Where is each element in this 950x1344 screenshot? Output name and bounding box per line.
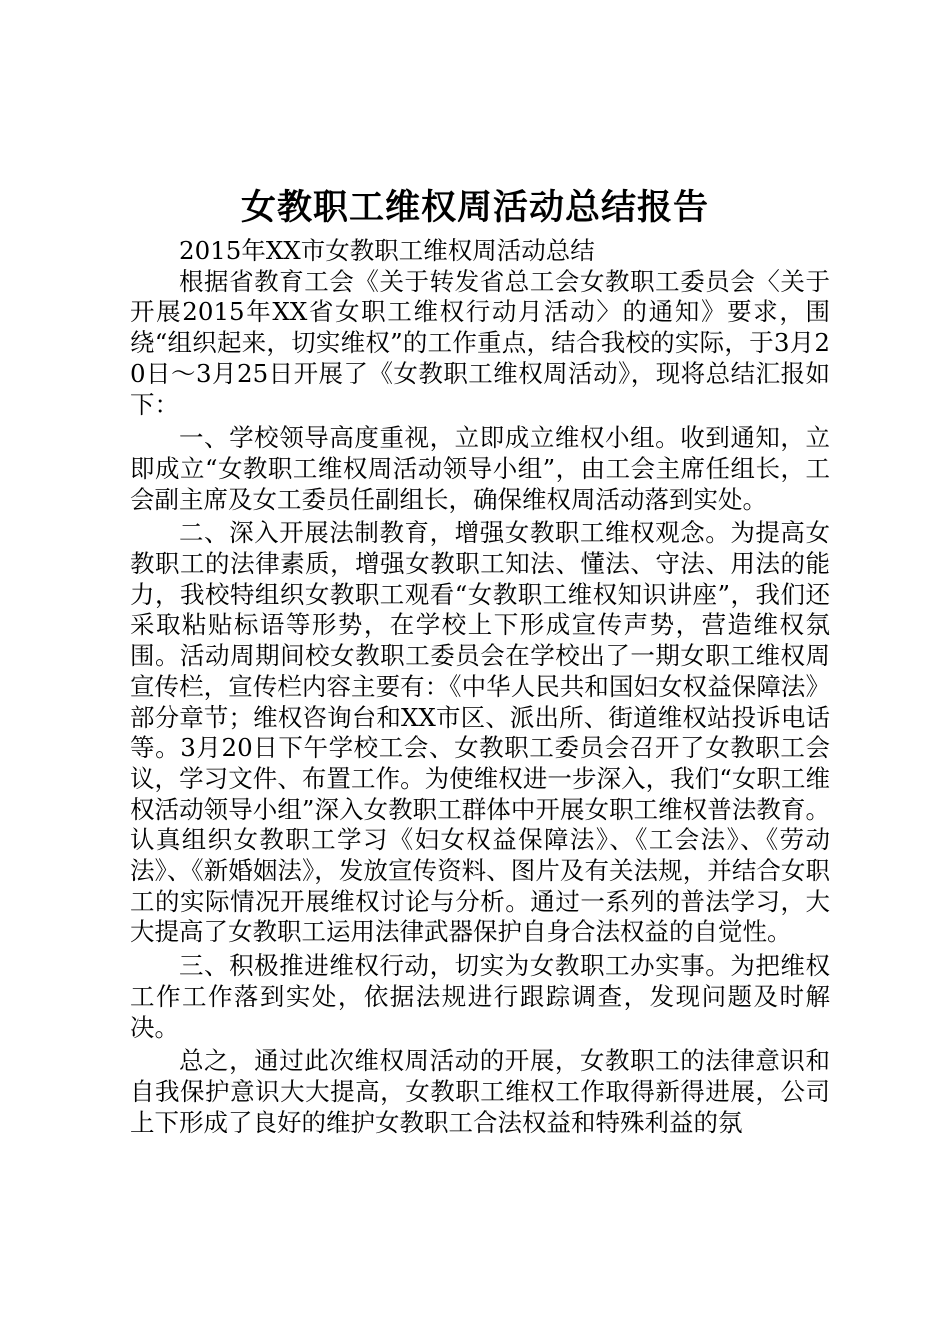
- paragraph-section-1: 一、学校领导高度重视，立即成立维权小组。收到通知，立即成立“女教职工维权周活动领导小组”，由工会主席任组长，工会副主席及女工委员任副组长，确保维权周活动落到实处。: [130, 423, 830, 514]
- document-subtitle: 2015年XX市女教职工维权周活动总结: [179, 236, 595, 265]
- document-title: 女教职工维权周活动总结报告: [240, 187, 709, 228]
- paragraph-conclusion: 总之，通过此次维权周活动的开展，女教职工的法律意识和自我保护意识大大提高，女教职工维权工作取得新得进展，公司上下形成了良好的维护女教职工合法权益和特殊利益的氛: [130, 1046, 830, 1137]
- paragraph-intro: 根据省教育工会《关于转发省总工会女教职工委员会〈关于开展2015年XX省女职工维权行动月活动〉的通知》要求，围绕“组织起来，切实维权”的工作重点，结合我校的实际，于3月20日～3月25日开展了《女教职工维权周活动》，现将总结汇报如下：: [130, 266, 830, 419]
- document-body: [130, 236, 830, 1141]
- paragraph-section-2: 二、深入开展法制教育，增强女教职工维权观念。为提高女教职工的法律素质，增强女教职工知法、懂法、守法、用法的能力，我校特组织女教职工观看“女教职工维权知识讲座”，我们还采取粘贴标语等形势，在学校上下形成宣传声势，营造维权氛围。活动周期间校女教职工委员会在学校出了一期女职工维权周宣传栏，宣传栏内容主要有：《中华人民共和国妇女权益保障法》部分章节；维权咨询台和XX市区、派出所、街道维权站投诉电话等。3月20日下午学校工会、女教职工委员会召开了女教职工会议，学习文件、布置工作。为使维权进一步深入，我们“女职工维权活动领导小组”深入女教职工群体中开展女职工维权普法教育。认真组织女教职工学习《妇女权益保障法》、《工会法》、《劳动法》、《新婚姻法》，发放宣传资料、图片及有关法规，并结合女职工的实际情况开展维权讨论与分析。通过一系列的普法学习，大大提高了女教职工运用法律武器保护自身合法权益的自觉性。: [130, 518, 830, 947]
- paragraph-section-3: 三、积极推进维权行动，切实为女教职工办实事。为把维权工作工作落到实处，依据法规进行跟踪调查，发现问题及时解决。: [130, 951, 830, 1042]
